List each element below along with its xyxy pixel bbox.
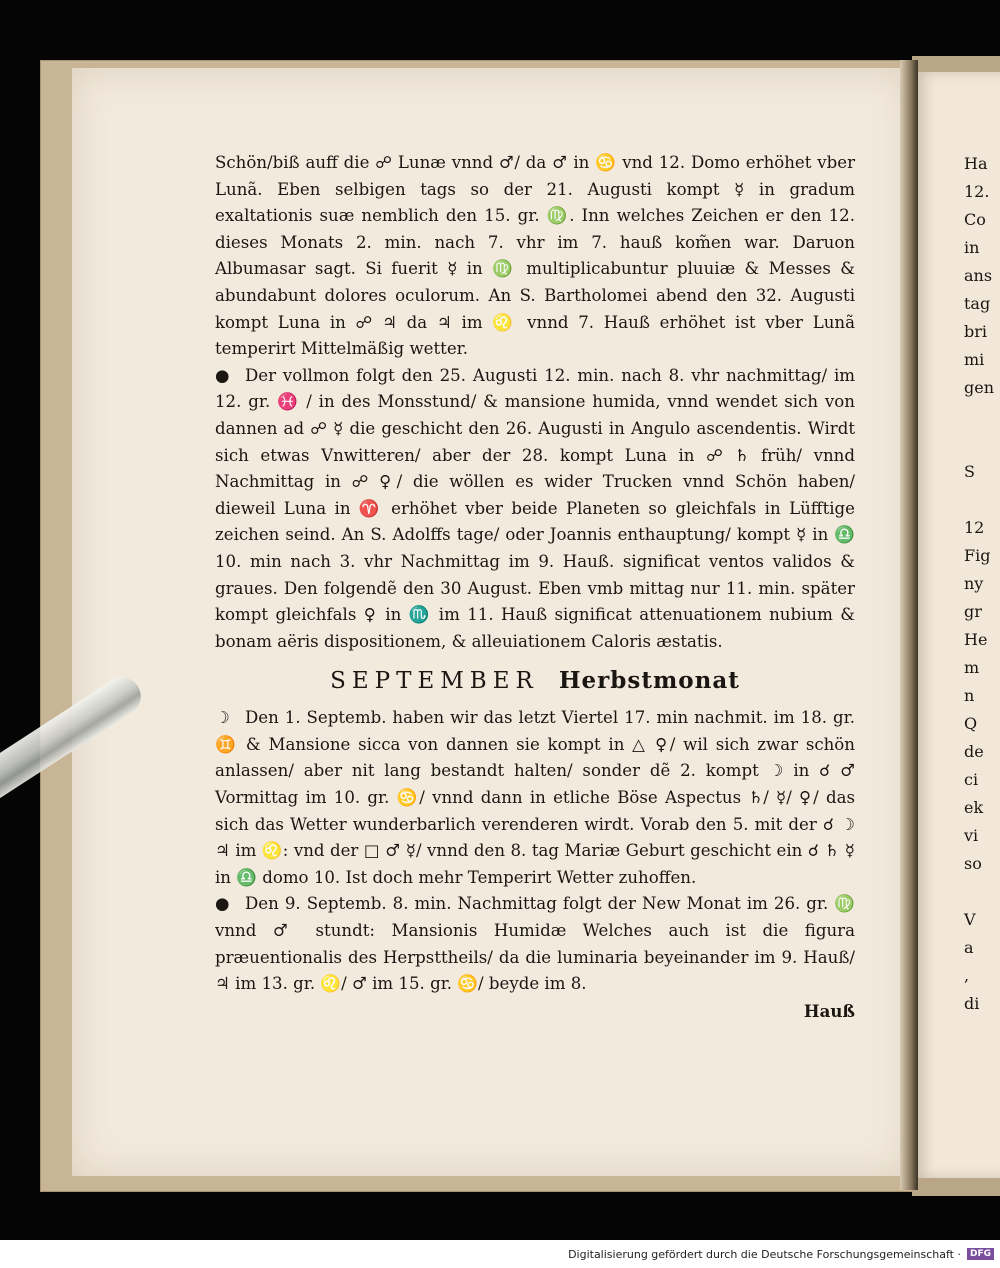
right-line: V [964,910,976,929]
right-line: m [964,658,980,677]
paragraph-text: Schön/biß auff die ☍ Lunæ vnnd ♂/ da ♂ in ♋ vnd 12. Domo erhöhet vber Lunã. Eben selbigen tags so der 21. Augusti kompt ☿ in gradum exaltationis suæ nemblich den 15. gr. ♍. Inn welches Zeichen er den 12. dieses Monats 2. min. nach 7. vhr im 7. hauß kom̃en war. Daruon Albumasar sagt. Si fuerit ☿ in ♍ multiplicabuntur pluuiæ & Messes & abundabunt dolores oculorum. An S. Bartholomei abend den 32. Augusti kompt Luna in ☍ ♃ da ♃ im ♌ vnnd 7. Hauß erhöhet ist vber Lunã temperirt Mittelmäßig wetter. [215,153,855,359]
paragraph [215,150,855,363]
left-page-text [215,150,855,1024]
right-line: in [964,238,980,257]
footer-bar [0,1240,1000,1268]
right-line [964,878,1000,906]
right-line: tag [964,294,991,313]
right-line: , [964,966,970,985]
right-line: S [964,462,975,481]
heading-latin: SEPTEMBER [330,668,539,695]
paragraph [215,363,855,656]
section-heading [215,663,855,699]
right-line: ek [964,798,984,817]
right-line: so [964,854,982,873]
right-line: Co [964,210,986,229]
paragraph-text: Der vollmon folgt den 25. Augusti 12. min. nach 8. vhr nachmittag/ im 12. gr. ♓ / in des Monsstund/ & mansione humida, vnnd wendet sich von dannen ad ☍ ☿ die geschicht den 26. Augusti in Angulo ascendentis. Wirdt sich etwas Vnwitteren/ aber der 28. kompt Luna in ☍ ♄ früh/ vnnd Nachmittag in ☍ ♀/ die wöllen es wider Trucken vnnd Schön haben/ dieweil Luna in ♈ erhöhet vber beide Planeten so gleichfals in Lüfftige zeichen seind. An S. Adolffs tage/ oder Joannis enthauptung/ kompt ☿ in ♎ 10. min nach 3. vhr Nachmittag im 9. Hauß. significat ventos validos & graues. Den folgendẽ den 30 August. Eben vmb mittag nur 11. min. später kompt gleichfals ♀ in ♏ im 11. Hauß significat attenuationem nubium & bonam aëris dispositionem, & alleuiationem Caloris æstatis. [215,365,855,651]
right-line: Ha [964,154,988,173]
right-line: 12 [964,518,985,537]
right-line: bri [964,322,988,341]
right-line: di [964,994,980,1013]
right-line: mi [964,350,985,369]
right-line: Q [964,714,978,733]
right-line: gr [964,602,982,621]
right-line: ci [964,770,979,789]
book-gutter [900,60,918,1190]
paragraph-text: Den 9. Septemb. 8. min. Nachmittag folgt der New Monat im 26. gr. ♍ vnnd ♂ stundt: Mansionis Humidæ Welches auch ist die figura præuentionalis des Herpsttheils/ da die luminaria beyeinander im 9. Hauß/ ♃ im 13. gr. ♌/ ♂ im 15. gr. ♋/ beyde im 8. [215,894,855,994]
heading-german: Herbstmonat [558,667,740,695]
new-moon-icon: ● [215,894,230,914]
right-line: de [964,742,984,761]
right-line: 12. [964,182,990,201]
right-line [964,402,1000,430]
right-line [964,486,1000,514]
right-line: Fig [964,546,991,565]
right-line [964,430,1000,458]
right-line: n [964,686,975,705]
paragraph [215,891,855,997]
right-line: He [964,630,988,649]
footer-credit: Digitalisierung gefördert durch die Deutsche Forschungsgemeinschaft · [568,1247,961,1261]
right-page-text [964,150,1000,1018]
paragraph [215,705,855,891]
right-line: ans [964,266,993,285]
full-moon-icon: ● [215,365,230,385]
dfg-logo-icon: DFG [967,1248,994,1260]
right-line: a [964,938,974,957]
catchword: Hauß [803,1000,855,1021]
paragraph-text: Den 1. Septemb. haben wir das letzt Viertel 17. min nachmit. im 18. gr. ♊ & Mansione sicca von dannen sie kompt in △ ♀/ wil sich zwar schön anlassen/ aber nit lang bestandt halten/ sonder dẽ 2. kompt ☽ in ☌ ♂ Vormittag im 10. gr. ♋/ vnnd dann in etliche Böse Aspectus ♄/ ☿/ ♀/ das sich das Wetter wunderbarlich verenderen wirdt. Vorab den 5. mit der ☌ ☽ ♃ im ♌: vnd der □ ♂ ☿/ vnnd den 8. tag Mariæ Geburt geschicht ein ☌ ♄ ☿ in ♎ domo 10. Ist doch mehr Temperirt Wetter zuhoffen. [215,708,855,887]
right-line: gen [964,378,995,397]
right-line: vi [964,826,979,845]
last-quarter-moon-icon: ☽ [215,708,230,728]
right-line: ny [964,574,984,593]
